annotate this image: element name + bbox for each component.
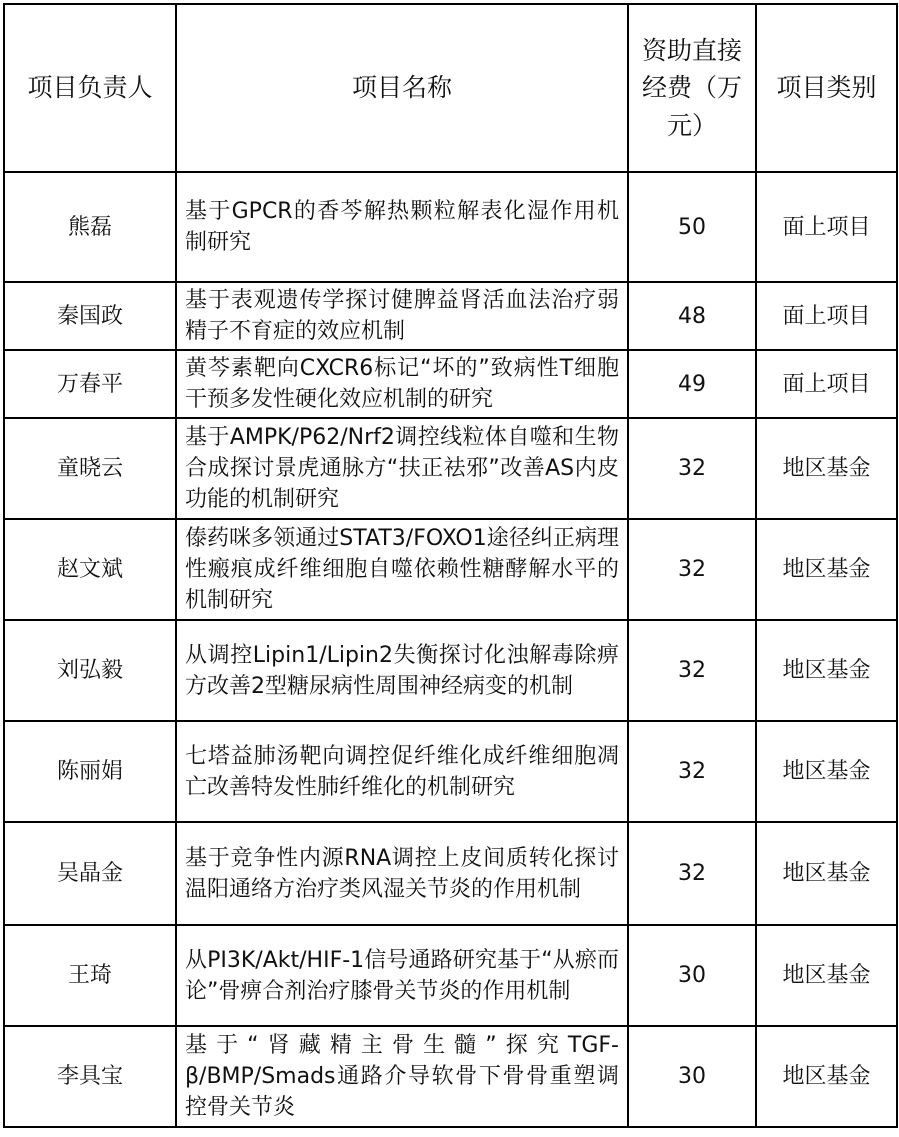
header-project-name: 项目名称 [176, 4, 628, 172]
cell-category: 面上项目 [756, 282, 897, 350]
cell-funding: 32 [628, 721, 756, 822]
cell-project-name: 黄芩素靶向CXCR6标记“坏的”致病性T细胞干预多发性硬化效应机制的研究 [176, 350, 628, 418]
table-row [4, 822, 897, 925]
cell-funding: 49 [628, 350, 756, 418]
cell-leader: 秦国政 [4, 282, 176, 350]
cell-project-name: 从PI3K/Akt/HIF-1信号通路研究基于“从瘀而论”骨痹合剂治疗膝骨关节炎的作用机制 [176, 925, 628, 1026]
header-leader: 项目负责人 [4, 4, 176, 172]
header-row [4, 4, 897, 172]
cell-project-name: 基于GPCR的香芩解热颗粒解表化湿作用机制研究 [176, 172, 628, 282]
cell-funding: 32 [628, 620, 756, 721]
cell-category: 地区基金 [756, 519, 897, 620]
cell-funding: 50 [628, 172, 756, 282]
cell-category: 地区基金 [756, 620, 897, 721]
cell-category: 地区基金 [756, 418, 897, 519]
cell-leader: 赵文斌 [4, 519, 176, 620]
header-category: 项目类别 [756, 4, 897, 172]
table-row [4, 925, 897, 1026]
cell-project-name: 基于表观遗传学探讨健脾益肾活血法治疗弱精子不育症的效应机制 [176, 282, 628, 350]
cell-project-name: 傣药咪多领通过STAT3/FOXO1途径纠正病理性瘢痕成纤维细胞自噬依赖性糖酵解水平的机制研究 [176, 519, 628, 620]
cell-funding: 32 [628, 519, 756, 620]
cell-project-name: 基于AMPK/P62/Nrf2调控线粒体自噬和生物合成探讨景虎通脉方“扶正祛邪”改善AS内皮功能的机制研究 [176, 418, 628, 519]
cell-leader: 熊磊 [4, 172, 176, 282]
table-row [4, 519, 897, 620]
cell-funding: 32 [628, 418, 756, 519]
cell-funding: 30 [628, 1026, 756, 1127]
cell-category: 面上项目 [756, 350, 897, 418]
cell-category: 面上项目 [756, 172, 897, 282]
cell-project-name: 基于竞争性内源RNA调控上皮间质转化探讨温阳通络方治疗类风湿关节炎的作用机制 [176, 822, 628, 925]
cell-project-name: 从调控Lipin1/Lipin2失衡探讨化浊解毒除痹方改善2型糖尿病性周围神经病变的机制 [176, 620, 628, 721]
cell-funding: 32 [628, 822, 756, 925]
cell-project-name: 基于“肾藏精主骨生髓”探究TGF-β/BMP/Smads通路介导软骨下骨骨重塑调控骨关节炎 [176, 1026, 628, 1127]
cell-leader: 童晓云 [4, 418, 176, 519]
cell-leader: 陈丽娟 [4, 721, 176, 822]
cell-leader: 刘弘毅 [4, 620, 176, 721]
cell-category: 地区基金 [756, 925, 897, 1026]
grant-projects-table [3, 3, 898, 1128]
cell-category: 地区基金 [756, 1026, 897, 1127]
header-funding: 资助直接经费（万元） [628, 4, 756, 172]
table-row [4, 350, 897, 418]
table-row [4, 620, 897, 721]
cell-leader: 王琦 [4, 925, 176, 1026]
cell-project-name: 七塔益肺汤靶向调控促纤维化成纤维细胞凋亡改善特发性肺纤维化的机制研究 [176, 721, 628, 822]
cell-funding: 30 [628, 925, 756, 1026]
table-row [4, 1026, 897, 1127]
cell-leader: 李具宝 [4, 1026, 176, 1127]
table-row [4, 418, 897, 519]
cell-funding: 48 [628, 282, 756, 350]
table-row [4, 282, 897, 350]
cell-leader: 万春平 [4, 350, 176, 418]
table-row [4, 721, 897, 822]
cell-leader: 吴晶金 [4, 822, 176, 925]
cell-category: 地区基金 [756, 822, 897, 925]
table-row [4, 172, 897, 282]
cell-category: 地区基金 [756, 721, 897, 822]
